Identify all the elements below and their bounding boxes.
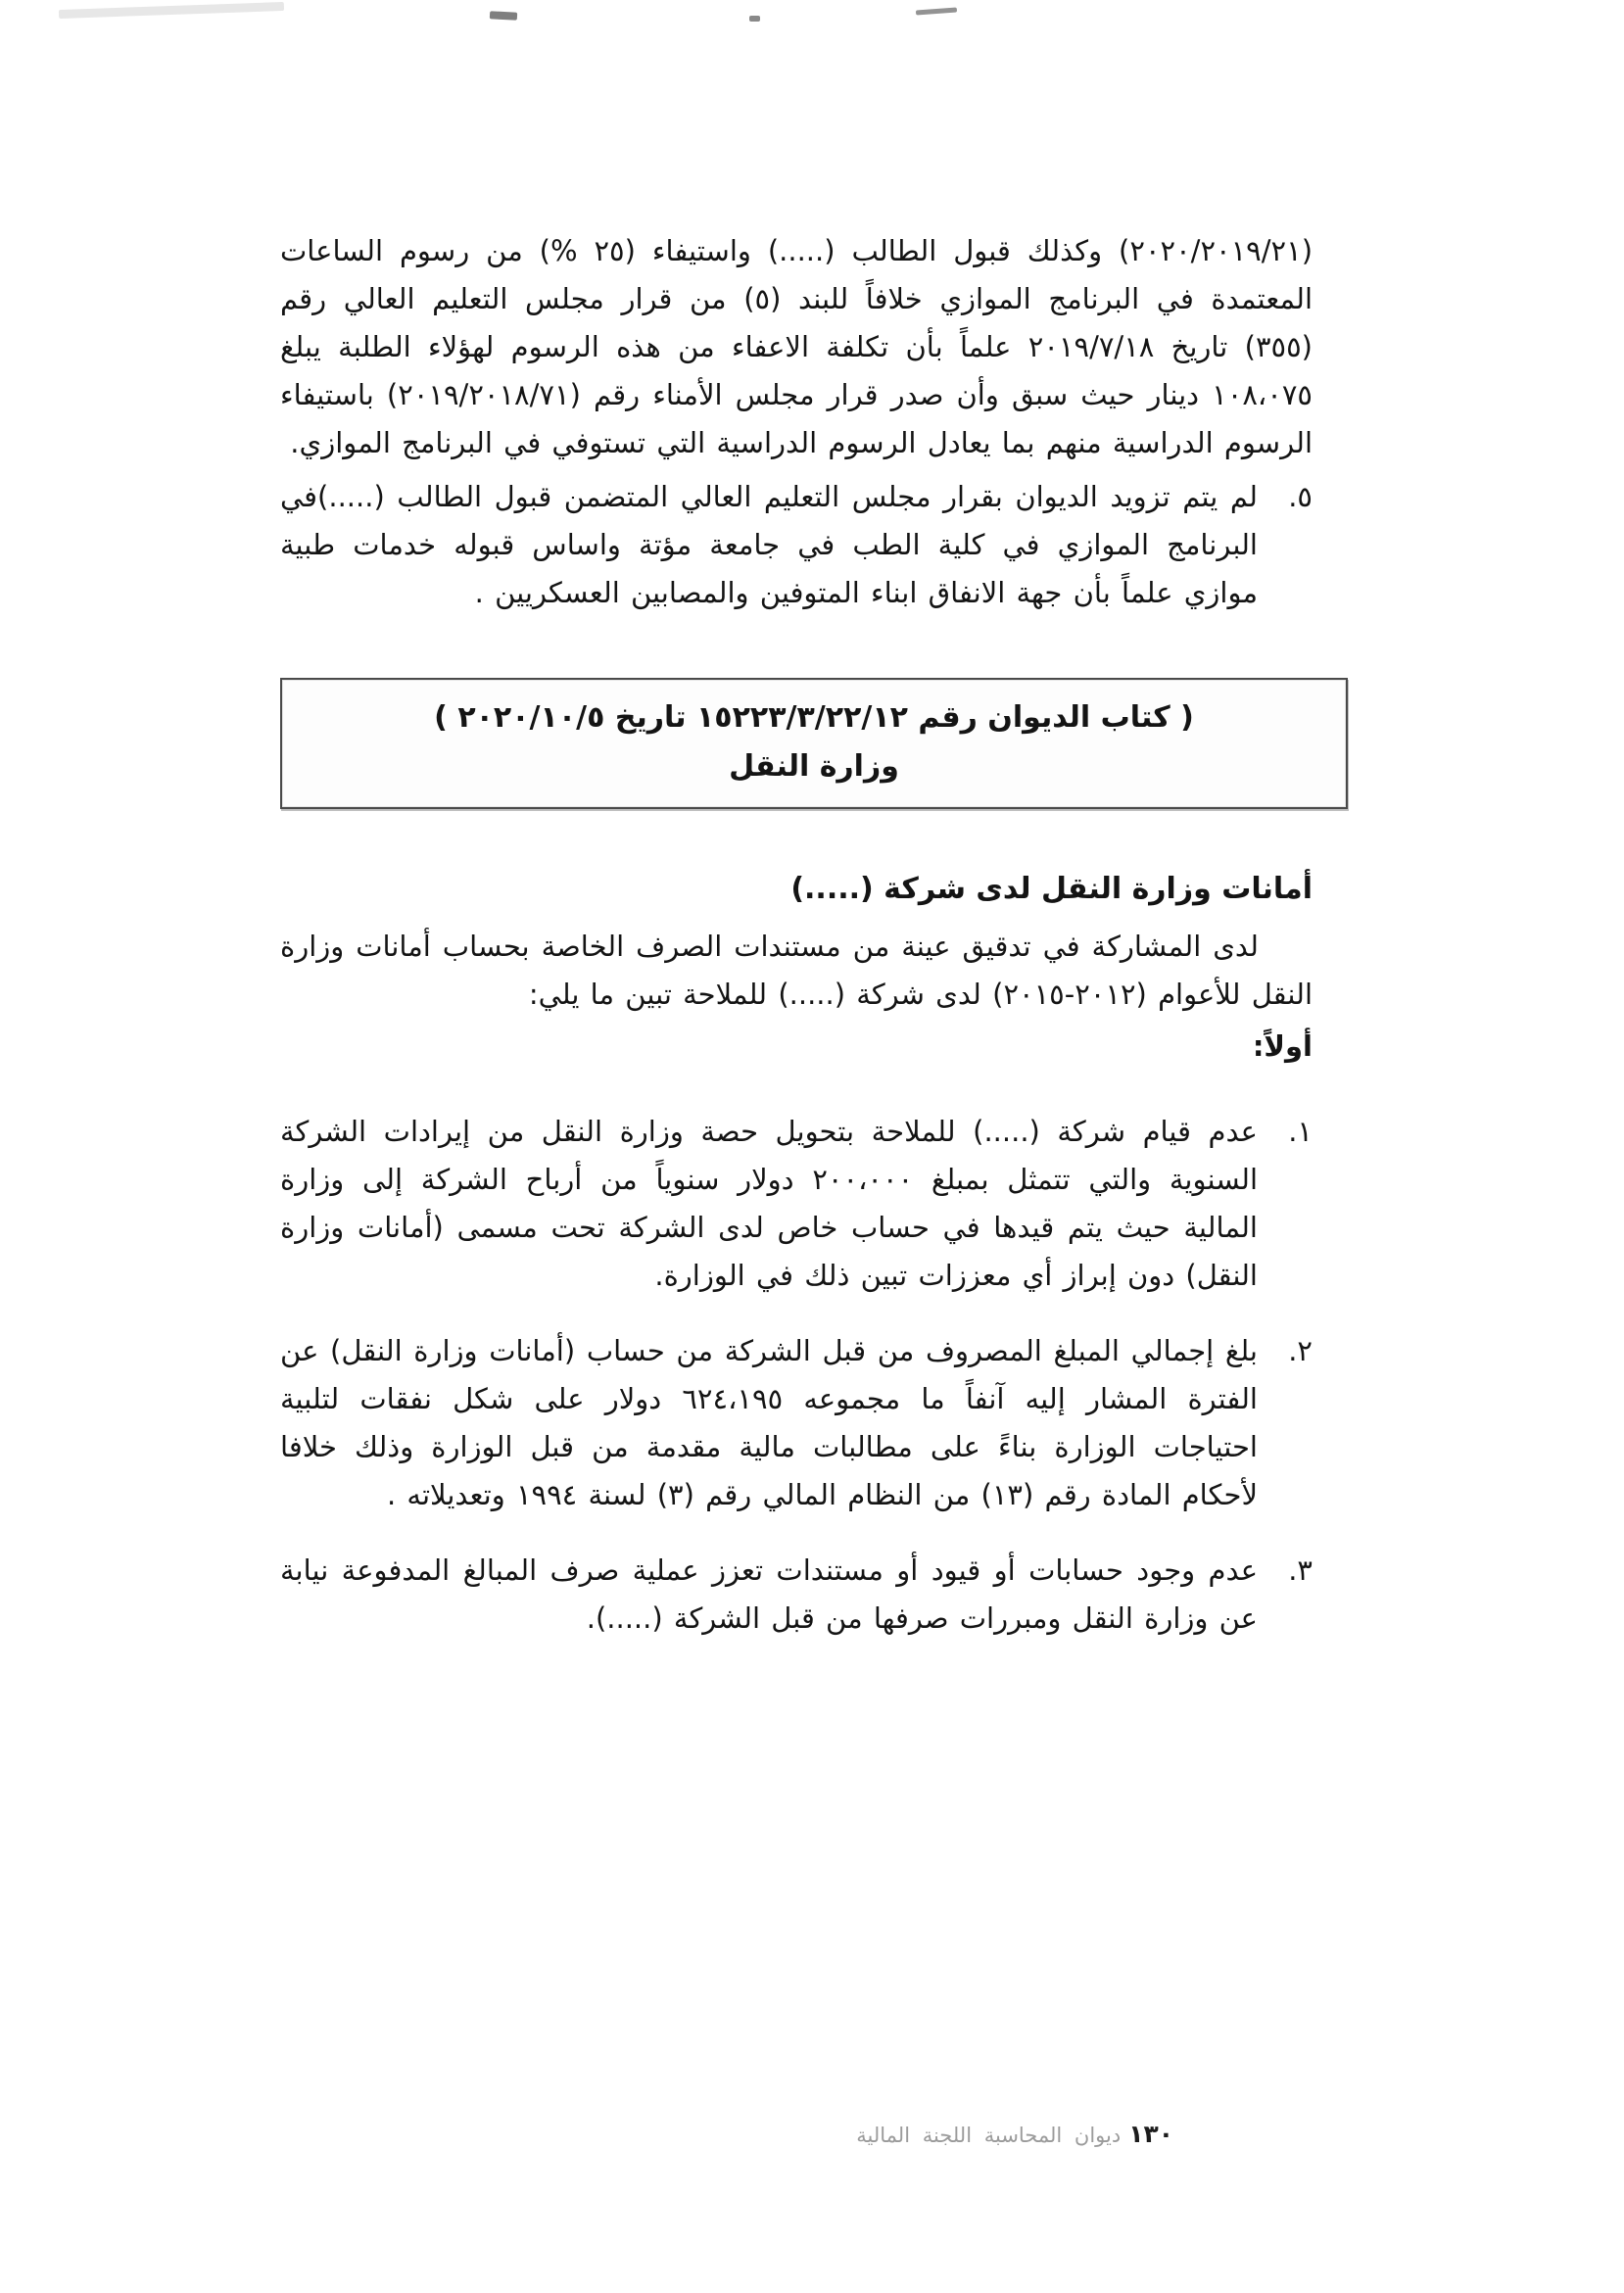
numbered-list (280, 1108, 1313, 1643)
first-label: أولاً: (1252, 1029, 1313, 1063)
list-item-text: عدم قيام شركة (.....) للملاحة بتحويل حصة وزارة النقل من إيرادات الشركة السنوية والتي تتمثل بمبلغ ٢٠٠،٠٠٠ دولار سنوياً من أرباح الشركة إلى وزارة المالية حيث يتم قيدها في حساب خاص لدى الشركة تحت مسمى (أمانات وزارة النقل) دون إبراز أي معززات تبين ذلك في الوزارة. (280, 1115, 1258, 1292)
list-item-number: ٣. (1288, 1553, 1313, 1587)
list-item-text: بلغ إجمالي المبلغ المصروف من قبل الشركة من حساب (أمانات وزارة النقل) عن الفترة المشار إليه آنفاً ما مجموعه ٦٢٤،١٩٥ دولار على شكل نفقات لتلبية احتياجات الوزارة بناءً على مطالبات مالية مقدمة من قبل الوزارة وذلك خلافا لأحكام المادة رقم (١٣) من النظام المالي رقم (٣) لسنة ١٩٩٤ وتعديلاته . (280, 1334, 1258, 1511)
list-item (280, 1547, 1313, 1643)
list-item-number: ٥. (1288, 480, 1313, 513)
list-item (280, 1108, 1313, 1300)
scan-artifact (916, 8, 957, 16)
section-intro: لدى المشاركة في تدقيق عينة من مستندات الصرف الخاصة بحساب أمانات وزارة النقل للأعوام (٢٠١٢-٢٠١٥) لدى شركة (.....) للملاحة تبين ما يلي: (280, 930, 1313, 1011)
reference-box-title: ( كتاب الديوان رقم ١٥٢٢٣/٣/٢٢/١٢ تاريخ ٢٠٢٠/١٠/٥ ) (434, 700, 1194, 735)
list-item-text: عدم وجود حسابات أو قيود أو مستندات تعزز عملية صرف المبالغ المدفوعة نيابة عن وزارة النقل ومبررات صرفها من قبل الشركة (.....). (280, 1553, 1258, 1635)
scan-artifact (59, 2, 284, 19)
list-item-5 (280, 473, 1313, 617)
scan-artifact (749, 16, 760, 22)
list-item-number: ١. (1288, 1115, 1313, 1148)
reference-box (280, 678, 1348, 809)
page-body (280, 227, 1313, 1643)
list-item-number: ٢. (1288, 1334, 1313, 1367)
list-item-text: لم يتم تزويد الديوان بقرار مجلس التعليم العالي المتضمن قبول الطالب (.....)في البرنامج الموازي في كلية الطب في جامعة مؤتة واساس قبوله خدمات طبية موازي علماً بأن جهة الانفاق ابناء المتوفين والمصابين العسكريين . (280, 480, 1258, 609)
continuation-paragraph: (٢٠٢٠/٢٠١٩/٢١) وكذلك قبول الطالب (.....) واستيفاء (٢٥ %) من رسوم الساعات المعتمدة في البرنامج الموازي خلافاً للبند (٥) من قرار مجلس التعليم العالي رقم (٣٥٥) تاريخ ٢٠١٩/٧/١٨ علماً بأن تكلفة الاعفاء من هذه الرسوم لهؤلاء الطلبة يبلغ ١٠٨،٠٧٥ دينار حيث سبق وأن صدر قرار مجلس الأمناء رقم (٢٠١٩/٢٠١٨/٧١) باستيفاء الرسوم الدراسية منهم بما يعادل الرسوم الدراسية التي تستوفي في البرنامج الموازي. (280, 234, 1314, 459)
reference-box-subtitle: وزارة النقل (729, 749, 899, 784)
page-number: ١٣٠ (1128, 2120, 1173, 2148)
footer-label: ديوان المحاسبة اللجنة المالية (856, 2124, 1122, 2147)
list-item (280, 1327, 1313, 1519)
scan-artifact (490, 11, 517, 20)
page-footer (856, 2120, 1173, 2148)
section-heading: أمانات وزارة النقل لدى شركة (.....) (790, 872, 1313, 906)
